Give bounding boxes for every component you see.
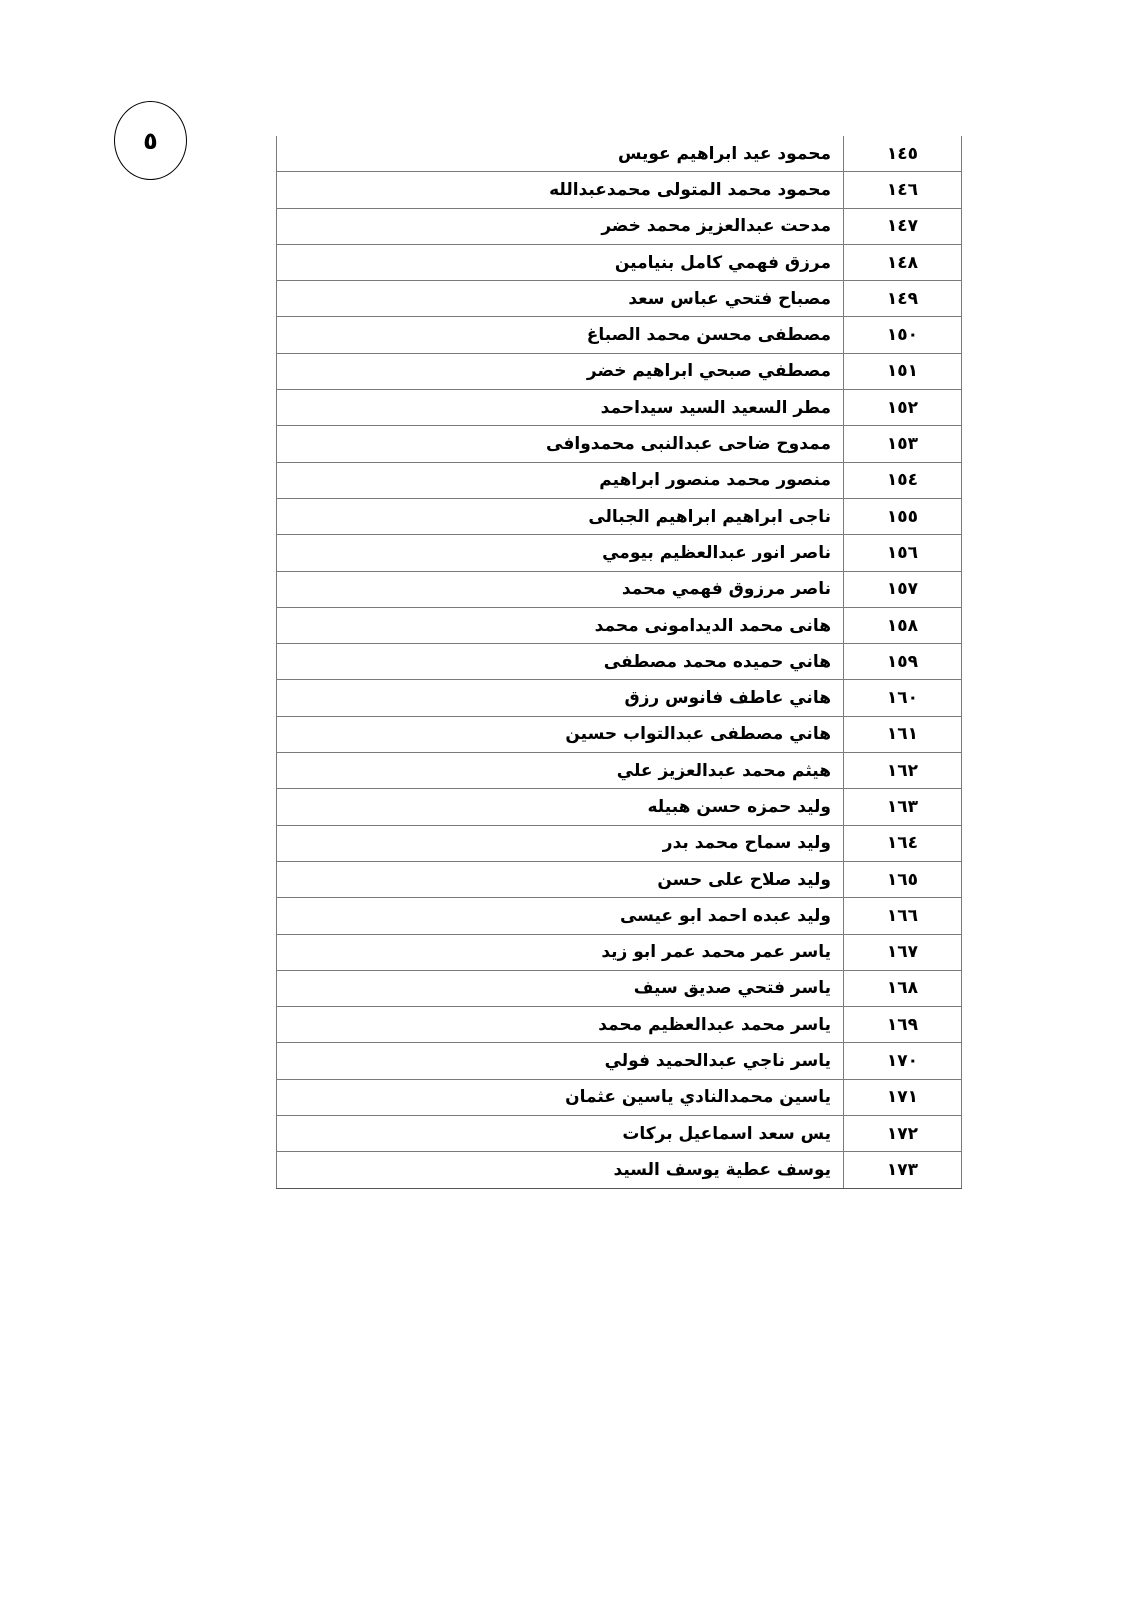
row-number: ١٥٦: [844, 535, 962, 571]
table-row: [277, 644, 962, 680]
table-row: [277, 136, 962, 172]
row-number: ١٥١: [844, 353, 962, 389]
person-name: ياسر عمر محمد عمر ابو زيد: [277, 934, 844, 970]
row-number: ١٥٣: [844, 426, 962, 462]
row-number: ١٦٨: [844, 970, 962, 1006]
table-row: [277, 172, 962, 208]
row-number: ١٧١: [844, 1079, 962, 1115]
row-number: ١٦١: [844, 716, 962, 752]
row-number: ١٥٥: [844, 498, 962, 534]
person-name: ياسر فتحي صديق سيف: [277, 970, 844, 1006]
person-name: وليد حمزه حسن هبيله: [277, 789, 844, 825]
table-row: [277, 607, 962, 643]
table-row: [277, 861, 962, 897]
table-row: [277, 1152, 962, 1188]
table-row: [277, 244, 962, 280]
row-number: ١٦٣: [844, 789, 962, 825]
person-name: ناجى ابراهيم ابراهيم الجبالى: [277, 498, 844, 534]
person-name: هاني حميده محمد مصطفى: [277, 644, 844, 680]
row-number: ١٦٩: [844, 1007, 962, 1043]
row-number: ١٦٠: [844, 680, 962, 716]
person-name: ناصر مرزوق فهمي محمد: [277, 571, 844, 607]
person-name: ياسر محمد عبدالعظيم محمد: [277, 1007, 844, 1043]
table-row: [277, 353, 962, 389]
row-number: ١٦٦: [844, 898, 962, 934]
table-row: [277, 1043, 962, 1079]
row-number: ١٦٧: [844, 934, 962, 970]
person-name: ناصر انور عبدالعظيم بيومي: [277, 535, 844, 571]
person-name: مصطفى محسن محمد الصباغ: [277, 317, 844, 353]
person-name: وليد صلاح على حسن: [277, 861, 844, 897]
row-number: ١٥٢: [844, 390, 962, 426]
person-name: منصور محمد منصور ابراهيم: [277, 462, 844, 498]
row-number: ١٥٤: [844, 462, 962, 498]
table-row: [277, 716, 962, 752]
table-row: [277, 789, 962, 825]
person-name: وليد سماح محمد بدر: [277, 825, 844, 861]
person-name: هاني مصطفى عبدالتواب حسين: [277, 716, 844, 752]
person-name: هاني عاطف فانوس رزق: [277, 680, 844, 716]
page-number-badge: [114, 101, 187, 180]
table-row: [277, 426, 962, 462]
row-number: ١٤٧: [844, 208, 962, 244]
person-name: مصباح فتحي عباس سعد: [277, 281, 844, 317]
row-number: ١٥٨: [844, 607, 962, 643]
table-row: [277, 390, 962, 426]
person-name: ممدوح ضاحى عبدالنبى محمدوافى: [277, 426, 844, 462]
row-number: ١٧٢: [844, 1116, 962, 1152]
person-name: محمود محمد المتولى محمدعبدالله: [277, 172, 844, 208]
row-number: ١٥٧: [844, 571, 962, 607]
person-name: مدحت عبدالعزيز محمد خضر: [277, 208, 844, 244]
row-number: ١٧٠: [844, 1043, 962, 1079]
person-name: مرزق فهمي كامل بنيامين: [277, 244, 844, 280]
row-number: ١٤٦: [844, 172, 962, 208]
person-name: مصطفي صبحي ابراهيم خضر: [277, 353, 844, 389]
person-name: يس سعد اسماعيل بركات: [277, 1116, 844, 1152]
table-row: [277, 317, 962, 353]
table-row: [277, 571, 962, 607]
table-row: [277, 208, 962, 244]
table-row: [277, 898, 962, 934]
table-row: [277, 498, 962, 534]
row-number: ١٤٥: [844, 136, 962, 172]
person-name: ياسين محمدالنادي ياسين عثمان: [277, 1079, 844, 1115]
row-number: ١٥٩: [844, 644, 962, 680]
row-number: ١٦٤: [844, 825, 962, 861]
person-name: هانى محمد الديدامونى محمد: [277, 607, 844, 643]
table-row: [277, 753, 962, 789]
table-row: [277, 462, 962, 498]
row-number: ١٧٣: [844, 1152, 962, 1188]
table-row: [277, 1007, 962, 1043]
row-number: ١٥٠: [844, 317, 962, 353]
row-number: ١٦٥: [844, 861, 962, 897]
table-row: [277, 934, 962, 970]
table-row: [277, 680, 962, 716]
person-name: هيثم محمد عبدالعزيز علي: [277, 753, 844, 789]
person-name: وليد عبده احمد ابو عيسى: [277, 898, 844, 934]
names-table: [276, 136, 962, 1189]
table-row: [277, 281, 962, 317]
page-number: ٥: [143, 126, 158, 155]
person-name: محمود عيد ابراهيم عويس: [277, 136, 844, 172]
row-number: ١٤٨: [844, 244, 962, 280]
table-row: [277, 1116, 962, 1152]
table-row: [277, 970, 962, 1006]
row-number: ١٤٩: [844, 281, 962, 317]
names-table-body: [277, 136, 962, 1188]
row-number: ١٦٢: [844, 753, 962, 789]
person-name: يوسف عطية يوسف السيد: [277, 1152, 844, 1188]
table-row: [277, 1079, 962, 1115]
table-row: [277, 535, 962, 571]
table-row: [277, 825, 962, 861]
person-name: ياسر ناجي عبدالحميد فولي: [277, 1043, 844, 1079]
person-name: مطر السعيد السيد سيداحمد: [277, 390, 844, 426]
